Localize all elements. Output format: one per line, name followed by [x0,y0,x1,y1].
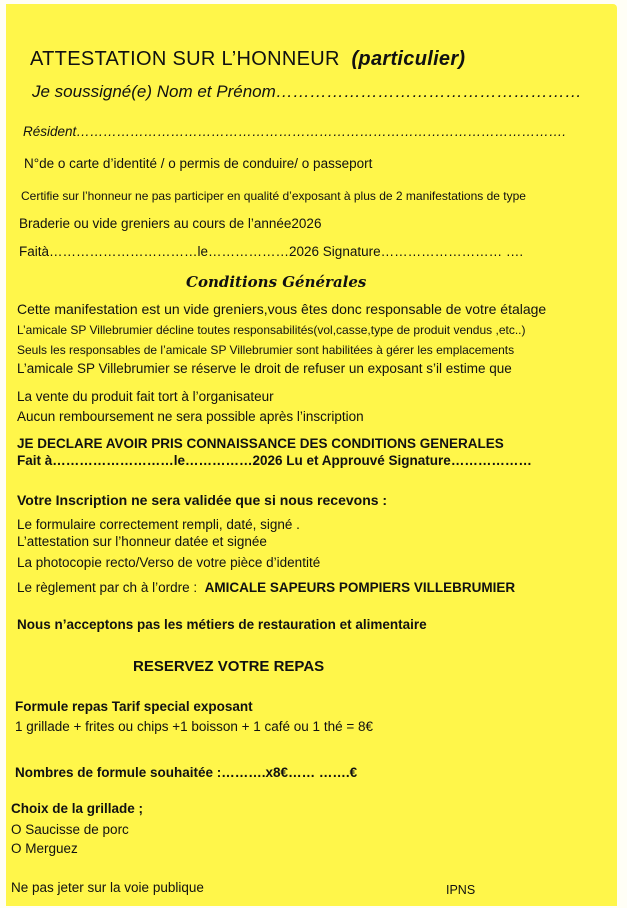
grill-option-saucisse: O Saucisse de porc [11,822,129,837]
formula-count-line: Nombres de formule souhaitée :……….x8€…… …….€ [15,765,358,780]
declare-line: JE DECLARE AVOIR PRIS CONNAISSANCE DES CONDITIONS GENERALES [17,436,504,451]
condition-line-6: Aucun remboursement ne sera possible après l’inscription [17,409,364,424]
inscription-item-3: La photocopie recto/Verso de votre pièce d’identité [17,555,321,570]
fait-line-2: Fait à………………………le……………2026 Lu et Approuvé Signature……………… [17,453,532,468]
inscription-item-2: L’attestation sur l’honneur datée et signée [17,534,267,549]
formula-title: Formule repas Tarif special exposant [15,699,253,714]
condition-line-5: La vente du produit fait tort à l’organisateur [17,389,274,404]
condition-line-2: L’amicale SP Villebrumier décline toutes responsabilités(vol,casse,type de produit vendus ,etc..) [17,323,526,337]
braderie-line: Braderie ou vide greniers au cours de l’année2026 [19,216,322,231]
condition-line-1: Cette manifestation est un vide greniers,vous êtes donc responsable de votre étalage [17,301,547,317]
grill-option-merguez: O Merguez [11,841,78,856]
formula-description: 1 grillade + frites ou chips +1 boisson + 1 café ou 1 thé = 8€ [15,719,373,734]
name-line: Je soussigné(e) Nom et Prénom……………………………………………… [32,82,582,101]
footer-left-text: Ne pas jeter sur la voie publique [11,880,204,895]
certify-line: Certifie sur l’honneur ne pas participer en qualité d’exposant à plus de 2 manifestations de type [21,189,526,203]
conditions-heading: Conditions Générales [186,273,367,291]
condition-line-3: Seuls les responsables de l’amicale SP Villebrumier sont habilitées à gérer les emplacements [17,343,515,357]
repas-heading: RESERVEZ VOTRE REPAS [133,658,325,675]
ipns-mark: IPNS [446,883,476,897]
page-title: ATTESTATION SUR L’HONNEUR (particulier) [30,48,466,70]
payee-name: AMICALE SAPEURS POMPIERS VILLEBRUMIER [204,580,516,595]
resident-line: Résident………………………………………………………………………………………………. [23,124,567,139]
inscription-heading: Votre Inscription ne sera validée que si nous recevons : [17,492,388,508]
title-subtitle: (particulier) [351,48,466,70]
inscription-item-4: Le règlement par ch à l’ordre : AMICALE SAPEURS POMPIERS VILLEBRUMIER [17,580,516,595]
condition-line-4: L’amicale SP Villebrumier se réserve le droit de refuser un exposant s’il estime que [17,361,512,376]
id-document-line: N°de o carte d’identité / o permis de conduire/ o passeport [24,156,373,171]
flyer-sheet [6,4,617,906]
no-trades-line: Nous n’acceptons pas les métiers de restauration et alimentaire [17,617,427,632]
inscription-item-1: Le formulaire correctement rempli, daté, signé . [17,517,300,532]
fait-line: Faità……………………………le………………2026 Signature……………………… …. [19,244,524,259]
grill-heading: Choix de la grillade ; [11,801,144,816]
